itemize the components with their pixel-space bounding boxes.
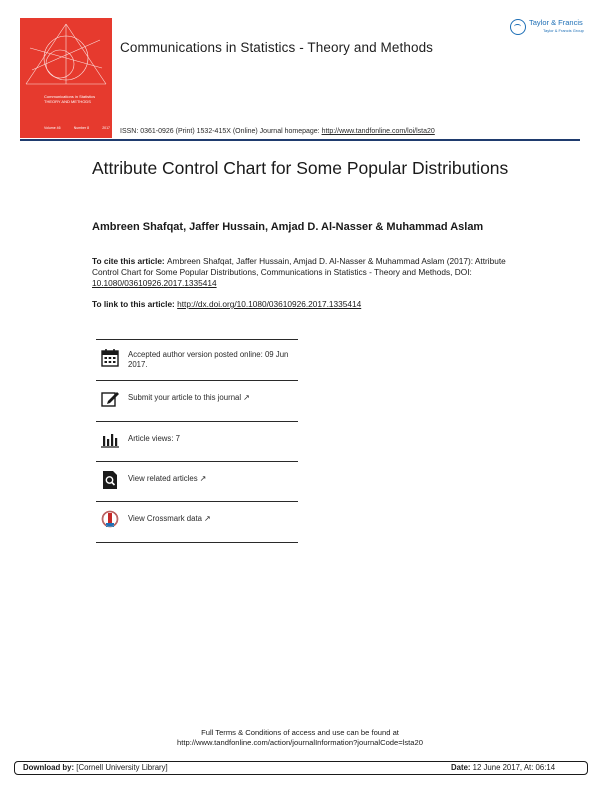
related-articles-link[interactable] [128,462,206,484]
publisher-group: Taylor & Francis Group [543,28,584,33]
issn-line [120,128,435,135]
terms-url[interactable]: http://www.tandfonline.com/action/journalInformation?journalCode=lsta20 [177,738,423,747]
terms-line: Full Terms & Conditions of access and use can be found at [201,728,399,737]
article-authors: Ambreen Shafqat, Jaffer Hussain, Amjad D. Al-Nasser & Muhammad Aslam [92,221,484,233]
submit-article-row[interactable] [96,380,298,421]
taylor-francis-logo-icon [510,19,526,35]
citation-block [92,256,512,289]
publisher-name: Taylor & Francis [529,18,583,27]
citation-label: To cite this article: [92,256,167,266]
cover-number: Number 8 [73,126,90,130]
external-link-icon: ↗ [203,514,211,523]
cover-meta [44,126,110,130]
header-divider [20,139,580,141]
journal-cover-image [20,18,112,138]
crossmark-text: View Crossmark data [128,514,202,523]
calendar-icon [100,348,120,368]
bar-chart-icon [100,430,120,450]
article-link-label: To link to this article: [92,299,178,309]
crossmark-link[interactable] [128,502,211,524]
external-link-icon: ↗ [199,474,207,483]
download-info-box [14,761,588,775]
related-articles-row[interactable] [96,461,298,501]
downloaded-by-label: Download by: [23,763,75,772]
download-date-value: 12 June 2017, At: 06:14 [470,763,556,772]
external-link-icon: ↗ [243,393,250,402]
crossmark-row[interactable] [96,501,298,543]
cover-title: Communications in Statistics THEORY AND METHODS [44,94,96,104]
search-document-icon [100,470,120,490]
terms-note [0,728,600,748]
download-date [451,762,555,774]
download-date-label: Date: [451,763,471,772]
submit-article-text: Submit your article to this journal [128,393,242,402]
issn-text: ISSN: 0361-0926 (Print) 1532-415X (Online) Journal homepage: [120,128,322,135]
citation-doi-link[interactable]: 10.1080/03610926.2017.1335414 [92,278,217,288]
crossmark-icon [100,510,120,530]
article-views-row [96,421,298,461]
cover-graphic [20,18,112,138]
cover-volume: Volume 46 [44,126,61,130]
edit-icon [100,389,120,409]
citation-text: Ambreen Shafqat, Jaffer Hussain, Amjad D. Al-Nasser & Muhammad Aslam (2017): Attribute Control Chart for Some Popular Distributions, Communications in Statistics - Theory and Methods, DOI: [92,256,506,277]
article-link-line [92,299,512,309]
journal-homepage-link[interactable]: http://www.tandfonline.com/loi/lsta20 [321,128,435,135]
downloaded-by [23,762,168,774]
accepted-text: Accepted author version posted online: 09 Jun 2017. [128,350,289,369]
downloaded-by-value: [Cornell University Library] [74,763,168,772]
publisher-logo [510,16,590,38]
cover-year: 2017 [102,126,110,130]
article-link-url[interactable]: http://dx.doi.org/10.1080/03610926.2017.1335414 [177,299,362,309]
accepted-row [96,339,298,380]
article-title: Attribute Control Chart for Some Popular Distributions [92,158,509,178]
journal-title: Communications in Statistics - Theory and Methods [120,40,434,55]
related-articles-text: View related articles [128,474,198,483]
article-views-text: Article views: 7 [128,434,180,443]
submit-article-link[interactable] [128,381,250,403]
article-info-box [96,339,298,543]
